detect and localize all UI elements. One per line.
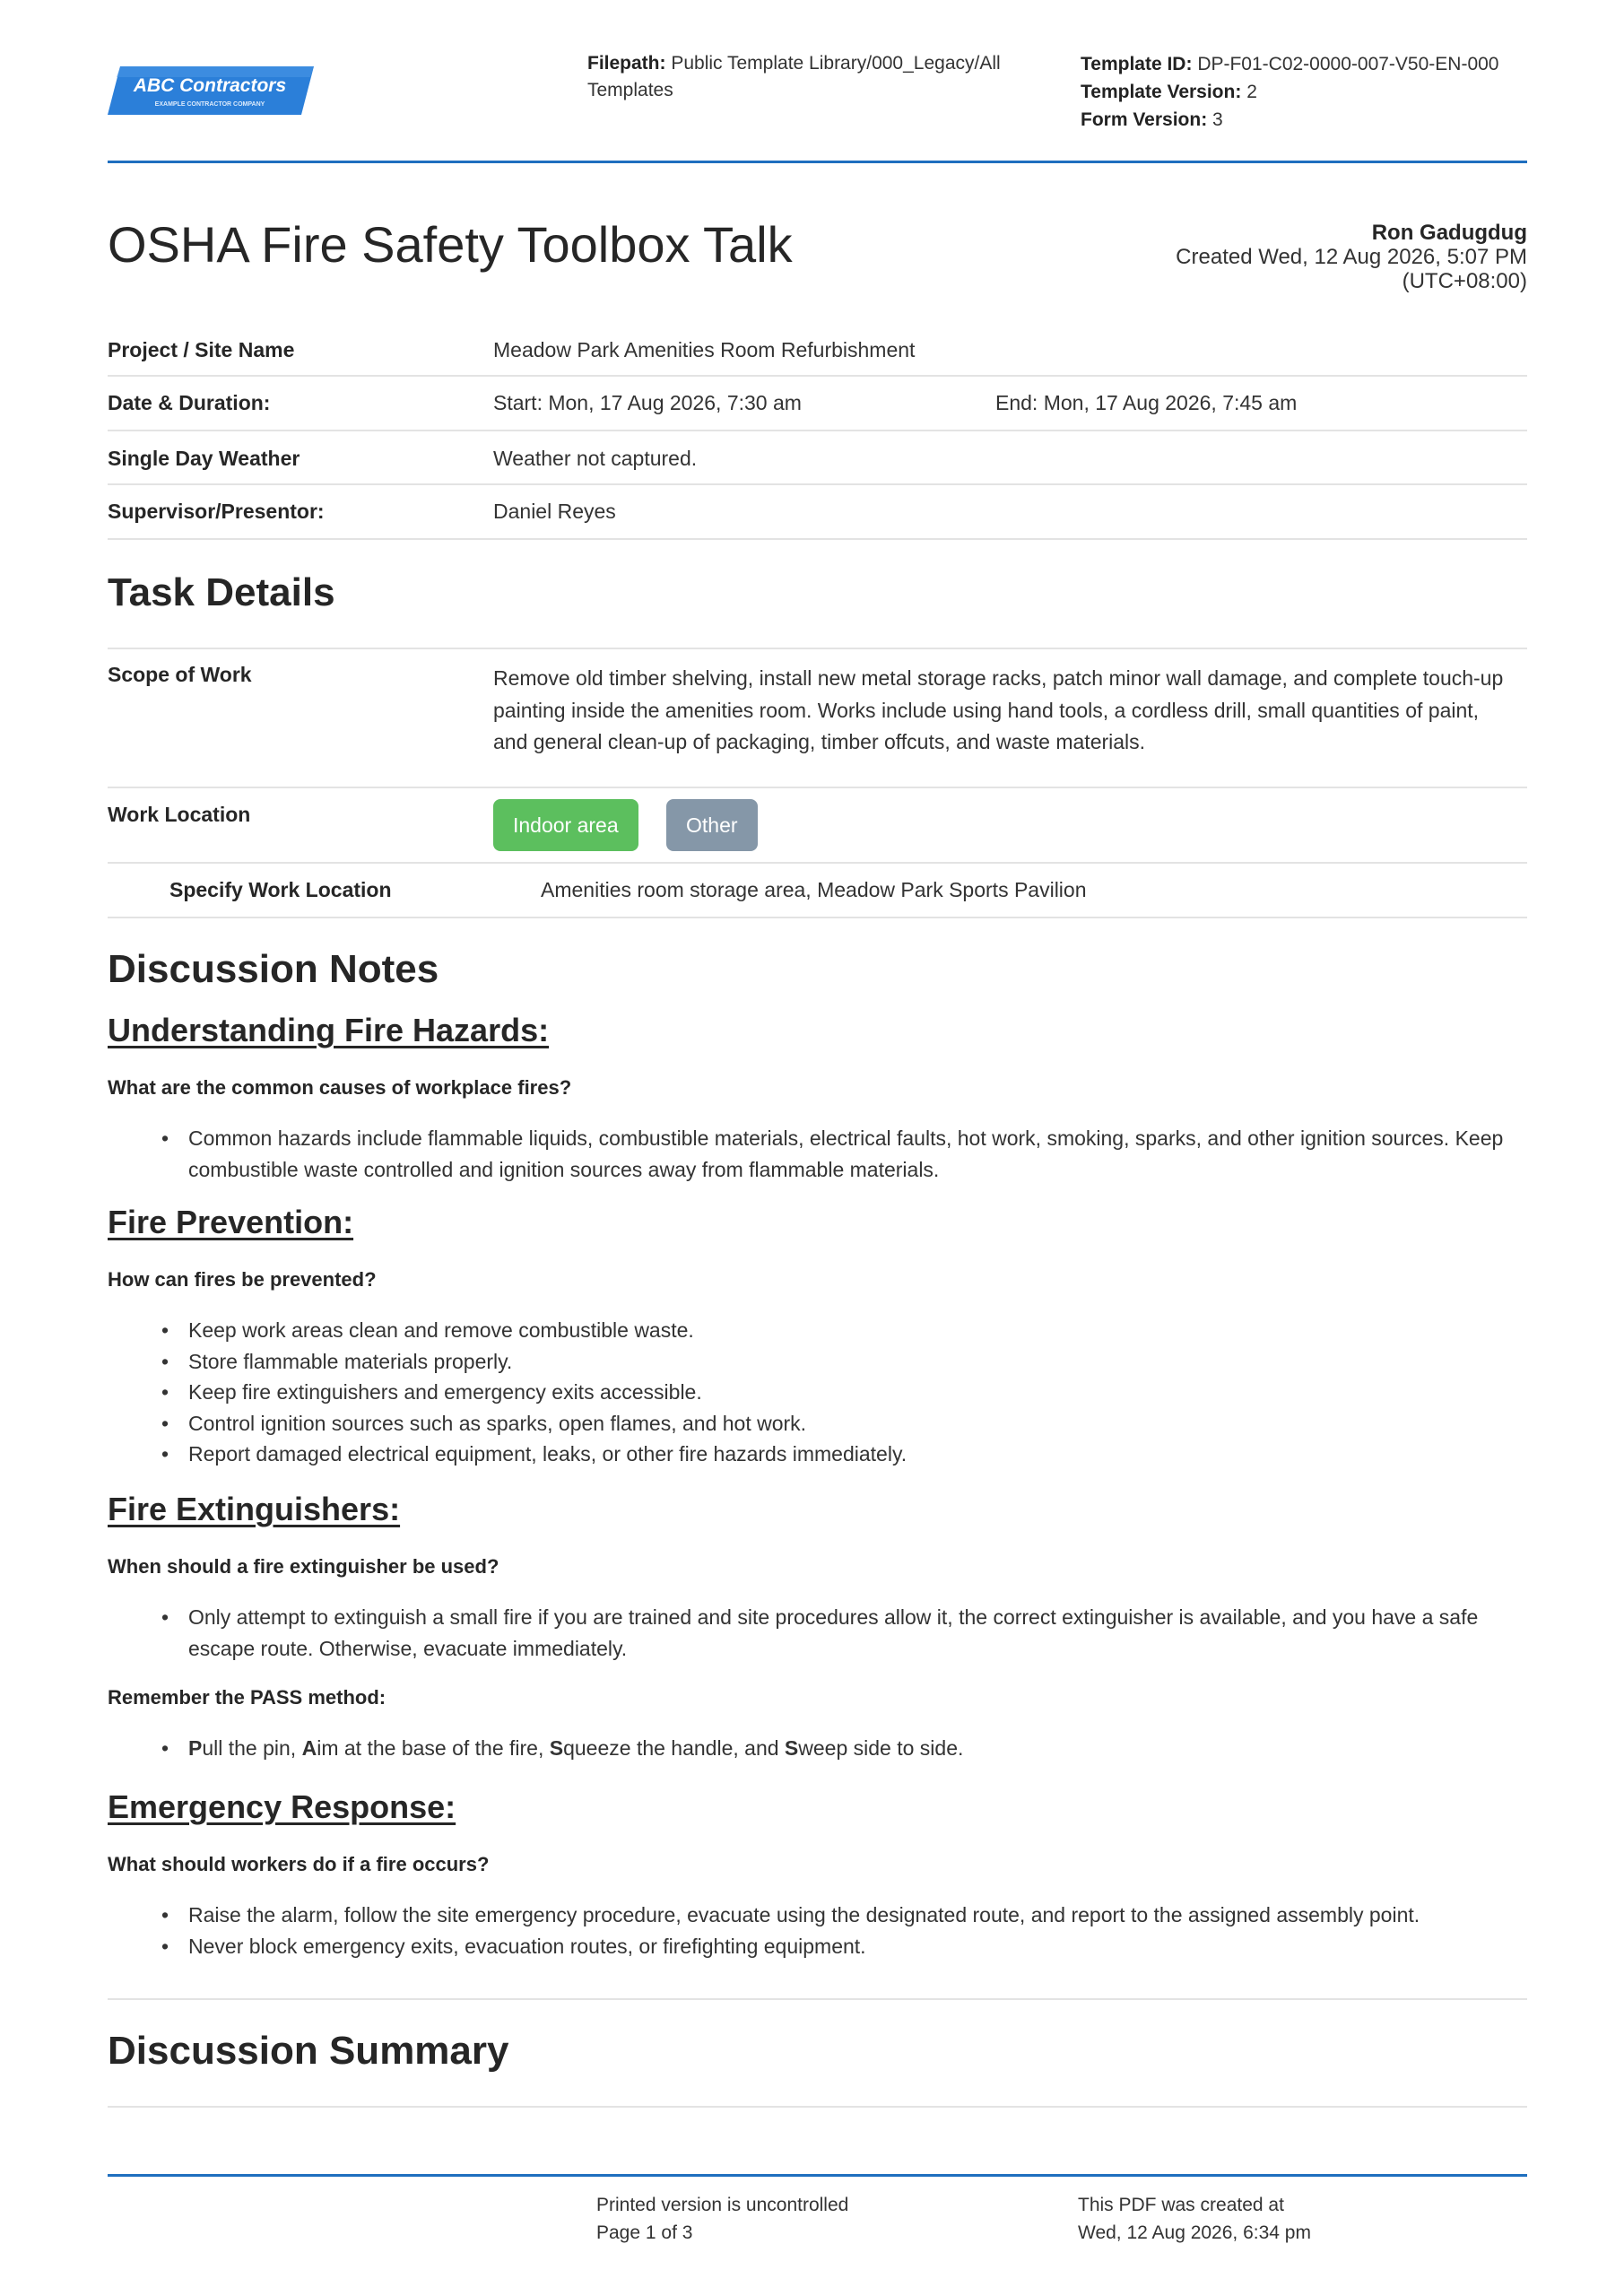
row-weather [108,431,1527,485]
discussion-notes-heading: Discussion Notes [108,947,439,991]
list-item: • Pull the pin, Aim at the base of the fire, Squeeze the handle, and Sweep side to side. [188,1733,1515,1764]
divider [108,1998,1527,2000]
specify-location-value: Amenities room storage area, Meadow Park Sports Pavilion [541,878,1087,901]
scope-value: Remove old timber shelving, install new metal storage racks, patch minor wall damage, and complete touch-up painting inside the amenities room. Works include using hand tools, a cordless drill, small quantities of paint, and general clean-up of packaging, timber offcuts, and waste materials. [493,666,1504,753]
question-pass-method: Remember the PASS method: [108,1686,386,1709]
uncontrolled-note: Printed version is uncontrolled [596,2195,849,2215]
template-meta [1081,50,1529,134]
date-end: End: Mon, 17 Aug 2026, 7:45 am [995,391,1298,414]
logo-subtext: EXAMPLE CONTRACTOR COMPANY [154,101,265,108]
created-timezone: (UTC+08:00) [1402,269,1527,293]
section-heading-fire-extinguishers: Fire Extinguishers: [108,1491,401,1527]
location-chip-indoor: Indoor area [493,799,638,851]
created-date: Created Wed, 12 Aug 2026, 5:07 PM [1176,245,1527,269]
pdf-created-date: Wed, 12 Aug 2026, 6:34 pm [1078,2222,1311,2243]
list-item: • Report damaged electrical equipment, leaks, or other fire hazards immediately. [188,1439,1515,1470]
project-value: Meadow Park Amenities Room Refurbishment [493,338,916,361]
row-specify-location [108,864,1527,918]
weather-value: Weather not captured. [493,447,698,470]
pdf-created-label: This PDF was created at [1078,2195,1284,2215]
scope-label: Scope of Work [108,663,252,686]
list-item: • Never block emergency exits, evacuation routes, or firefighting equipment. [188,1931,1515,1962]
date-label: Date & Duration: [108,391,271,414]
row-supervisor [108,485,1527,540]
question-extinguisher: When should a fire extinguisher be used? [108,1555,499,1578]
page-footer [108,2174,1527,2243]
company-logo [108,61,314,118]
page-number: Page 1 of 3 [596,2222,693,2243]
list-fire-hazards [188,1123,1515,1185]
row-project [108,326,1527,377]
discussion-summary-heading: Discussion Summary [108,2029,509,2073]
question-prevention: How can fires be prevented? [108,1268,377,1291]
page-header [108,50,1527,163]
divider [108,2106,1527,2108]
list-fire-prevention [188,1315,1515,1470]
list-item: • Keep work areas clean and remove combustible waste. [188,1315,1515,1346]
page-title: OSHA Fire Safety Toolbox Talk [108,216,793,273]
logo-text: ABC Contractors [133,75,287,96]
created-info [1176,221,1527,293]
row-work-location [108,788,1527,864]
author-name: Ron Gadugdug [1371,221,1527,245]
footer-print-info [596,2191,848,2247]
filepath [587,50,1018,104]
list-item: • Keep fire extinguishers and emergency exits accessible. [188,1377,1515,1408]
location-chip-other: Other [666,799,758,851]
row-scope [108,649,1527,788]
filepath-value: Public Template Library/000_Legacy/All Templates [587,53,1001,100]
specify-location-label: Specify Work Location [169,878,392,901]
list-pass-method [188,1733,1515,1764]
date-start: Start: Mon, 17 Aug 2026, 7:30 am [493,391,802,414]
supervisor-value: Daniel Reyes [493,500,616,523]
form-version: Form Version: 3 [1081,109,1223,130]
task-details-heading: Task Details [108,570,335,614]
list-item: • Control ignition sources such as sparks, open flames, and hot work. [188,1408,1515,1439]
section-heading-fire-prevention: Fire Prevention: [108,1204,354,1240]
supervisor-label: Supervisor/Presentor: [108,500,325,523]
weather-label: Single Day Weather [108,447,300,470]
list-emergency-response [188,1900,1515,1961]
report-page [108,0,1527,2296]
section-heading-emergency-response: Emergency Response: [108,1788,456,1825]
section-heading-fire-hazards: Understanding Fire Hazards: [108,1012,550,1048]
template-version: Template Version: 2 [1081,82,1257,102]
template-id: Template ID: DP-F01-C02-0000-007-V50-EN-000 [1081,54,1499,74]
project-label: Project / Site Name [108,338,295,361]
question-fire-occurs: What should workers do if a fire occurs? [108,1853,490,1875]
list-item: • Common hazards include flammable liquids, combustible materials, electrical faults, hot work, smoking, sparks, and other ignition sources. Keep combustible waste controlled and ignition sources away from flammable materials. [188,1123,1515,1185]
filepath-label: Filepath: [587,53,666,74]
list-item: • Raise the alarm, follow the site emergency procedure, evacuate using the designated route, and report to the assigned assembly point. [188,1900,1515,1931]
footer-pdf-info [1078,2191,1311,2247]
question-causes: What are the common causes of workplace fires? [108,1076,572,1099]
row-date [108,377,1527,431]
work-location-label: Work Location [108,803,251,826]
list-fire-extinguishers [188,1602,1515,1664]
list-item: • Store flammable materials properly. [188,1346,1515,1378]
list-item: • Only attempt to extinguish a small fire if you are trained and site procedures allow it, the correct extinguisher is available, and you have a safe escape route. Otherwise, evacuate immediately. [188,1602,1515,1664]
